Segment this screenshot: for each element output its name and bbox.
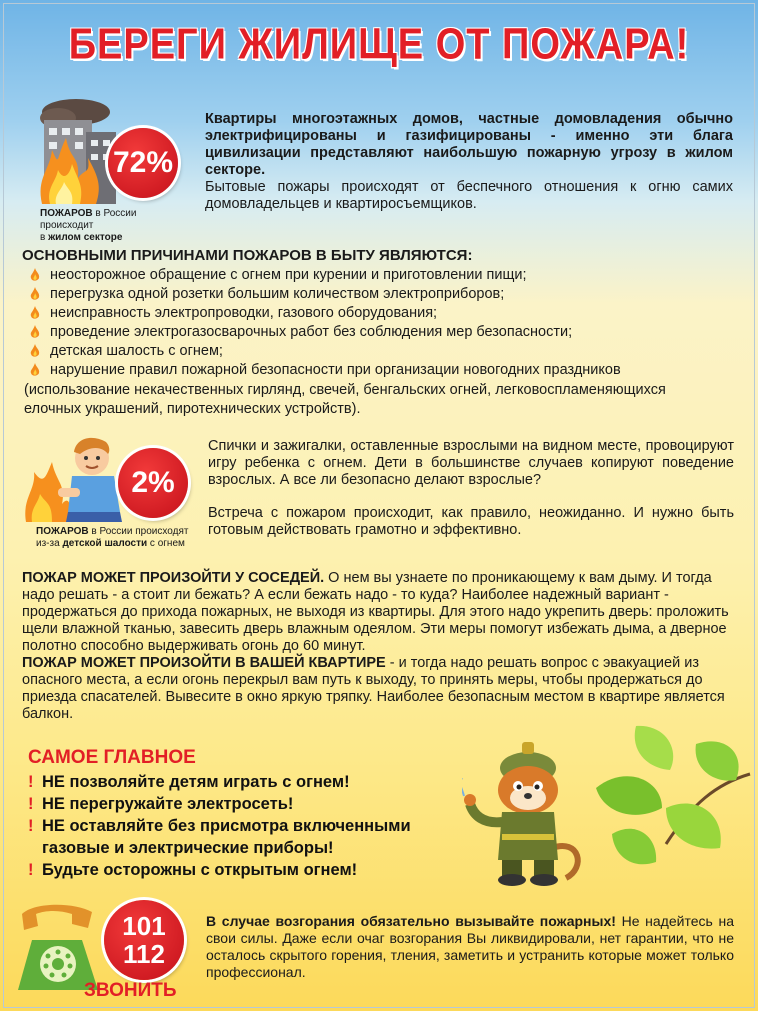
list-item: детская шалость с огнем; <box>30 342 730 361</box>
causes-list <box>30 266 730 380</box>
rule-item: ! НЕ оставляйте без присмотра включенными <box>28 817 411 835</box>
green-leaves-decoration <box>596 724 754 884</box>
flame-bullet-icon <box>30 363 40 377</box>
list-item: неисправность электропроводки, газового оборудования; <box>30 304 730 323</box>
rule-item: ! НЕ перегружайте электросеть! <box>28 795 294 813</box>
number-101: 101 <box>122 911 166 941</box>
stat1-caption: ПОЖАРОВ в России происходит в жилом секторе <box>40 208 137 243</box>
burning-building-illustration <box>36 98 120 206</box>
flame-bullet-icon <box>30 268 40 282</box>
rule-item: ! НЕ позволяйте детям играть с огнем! <box>28 773 350 791</box>
number-112: 112 <box>123 939 165 969</box>
call-label: ЗВОНИТЬ <box>84 980 177 1001</box>
causes-heading: ОСНОВНЫМИ ПРИЧИНАМИ ПОЖАРОВ В БЫТУ ЯВЛЯЮТСЯ: <box>22 247 473 264</box>
rule-item: ! Будьте осторожны с открытым огнем! <box>28 861 358 879</box>
stat2-caption: ПОЖАРОВ в России происходят из-за детской шалости с огнем <box>36 526 189 549</box>
stat-badge-72: 72% <box>108 128 178 198</box>
firefighter-mascot-illustration <box>462 738 592 888</box>
child-text: Спички и зажигалки, оставленные взрослыми на видном месте, провоцируют игру ребенка с огнем. Дети в большинстве случаев копируют поведение взрослых. А все ли безопасно делают взрослые? <box>208 438 734 488</box>
flame-bullet-icon <box>30 287 40 301</box>
main-rules <box>28 747 411 881</box>
list-item: нарушение правил пожарной безопасности при организации новогодних праздников <box>30 361 730 380</box>
page-title: БЕРЕГИ ЖИЛИЩЕ ОТ ПОЖАРА! <box>68 20 690 70</box>
flame-bullet-icon <box>30 325 40 339</box>
main-rules-heading: САМОЕ ГЛАВНОЕ <box>28 747 196 768</box>
flame-bullet-icon <box>30 306 40 320</box>
stat-badge-2: 2% <box>118 448 188 518</box>
call-text: В случае возгорания обязательно вызывайте пожарных! Не надейтесь на свои силы. Даже если очаг возгорания Вы ликвидировали, нет гарантии, что не осталось скрытого горения, тления, заметить и устранить которые может только профессионал. <box>206 913 734 980</box>
rule-item: газовые и электрические приборы! <box>42 839 334 857</box>
apartment-paragraph: ПОЖАР МОЖЕТ ПРОИЗОЙТИ В ВАШЕЙ КВАРТИРЕ - и тогда надо решать вопрос с эвакуацией из опасного места, а если огонь перекрыл вам путь к выходу, то принять меры, чтобы продержаться до приезда спасателей. Вывесите в окно яркую тряпку. Наиболее безопасным местом в квартире является балкон. <box>22 655 725 722</box>
list-item: проведение электрогазосварочных работ без соблюдения мер безопасности; <box>30 323 730 342</box>
intro-text: Квартиры многоэтажных домов, частные домовладения обычно электрифицированы и газифицированы - именно эти блага цивилизации представляют наибольшую пожарную угрозу в жилом секторе. Бытовые пожары происходят от беспечного отношения к огню самих домовладельцев и квартиросъемщиков. <box>205 111 733 212</box>
child-with-fire-illustration <box>22 432 132 524</box>
neighbors-paragraph: ПОЖАР МОЖЕТ ПРОИЗОЙТИ У СОСЕДЕЙ. О нем вы узнаете по проникающему к вам дыму. И тогда надо решать - а стоит ли бежать? А если бежать надо - то куда? Наиболее надежный вариант - продержаться до прихода пожарных, не выходя из квартиры. Для этого надо укрепить дверь: проложить щели влажной тканью, завесить дверь влажным одеялом. Эти меры помогут избежать дыма, а дверное полотно способно выдерживать огонь до 60 минут. <box>22 570 729 654</box>
list-item: перегрузка одной розетки большим количеством электроприборов; <box>30 285 730 304</box>
readiness-text: Встреча с пожаром происходит, как правило, неожиданно. И нужно быть готовым действовать грамотно и эффективно. <box>208 505 734 538</box>
causes-continuation: (использование некачественных гирлянд, свечей, бенгальских огней, легковоспламеняющихся елочных украшений, пиротехнических устройств). <box>24 382 666 417</box>
flame-bullet-icon <box>30 344 40 358</box>
emergency-number-101-badge <box>104 900 184 980</box>
list-item: неосторожное обращение с огнем при курении и приготовлении пищи; <box>30 266 730 285</box>
